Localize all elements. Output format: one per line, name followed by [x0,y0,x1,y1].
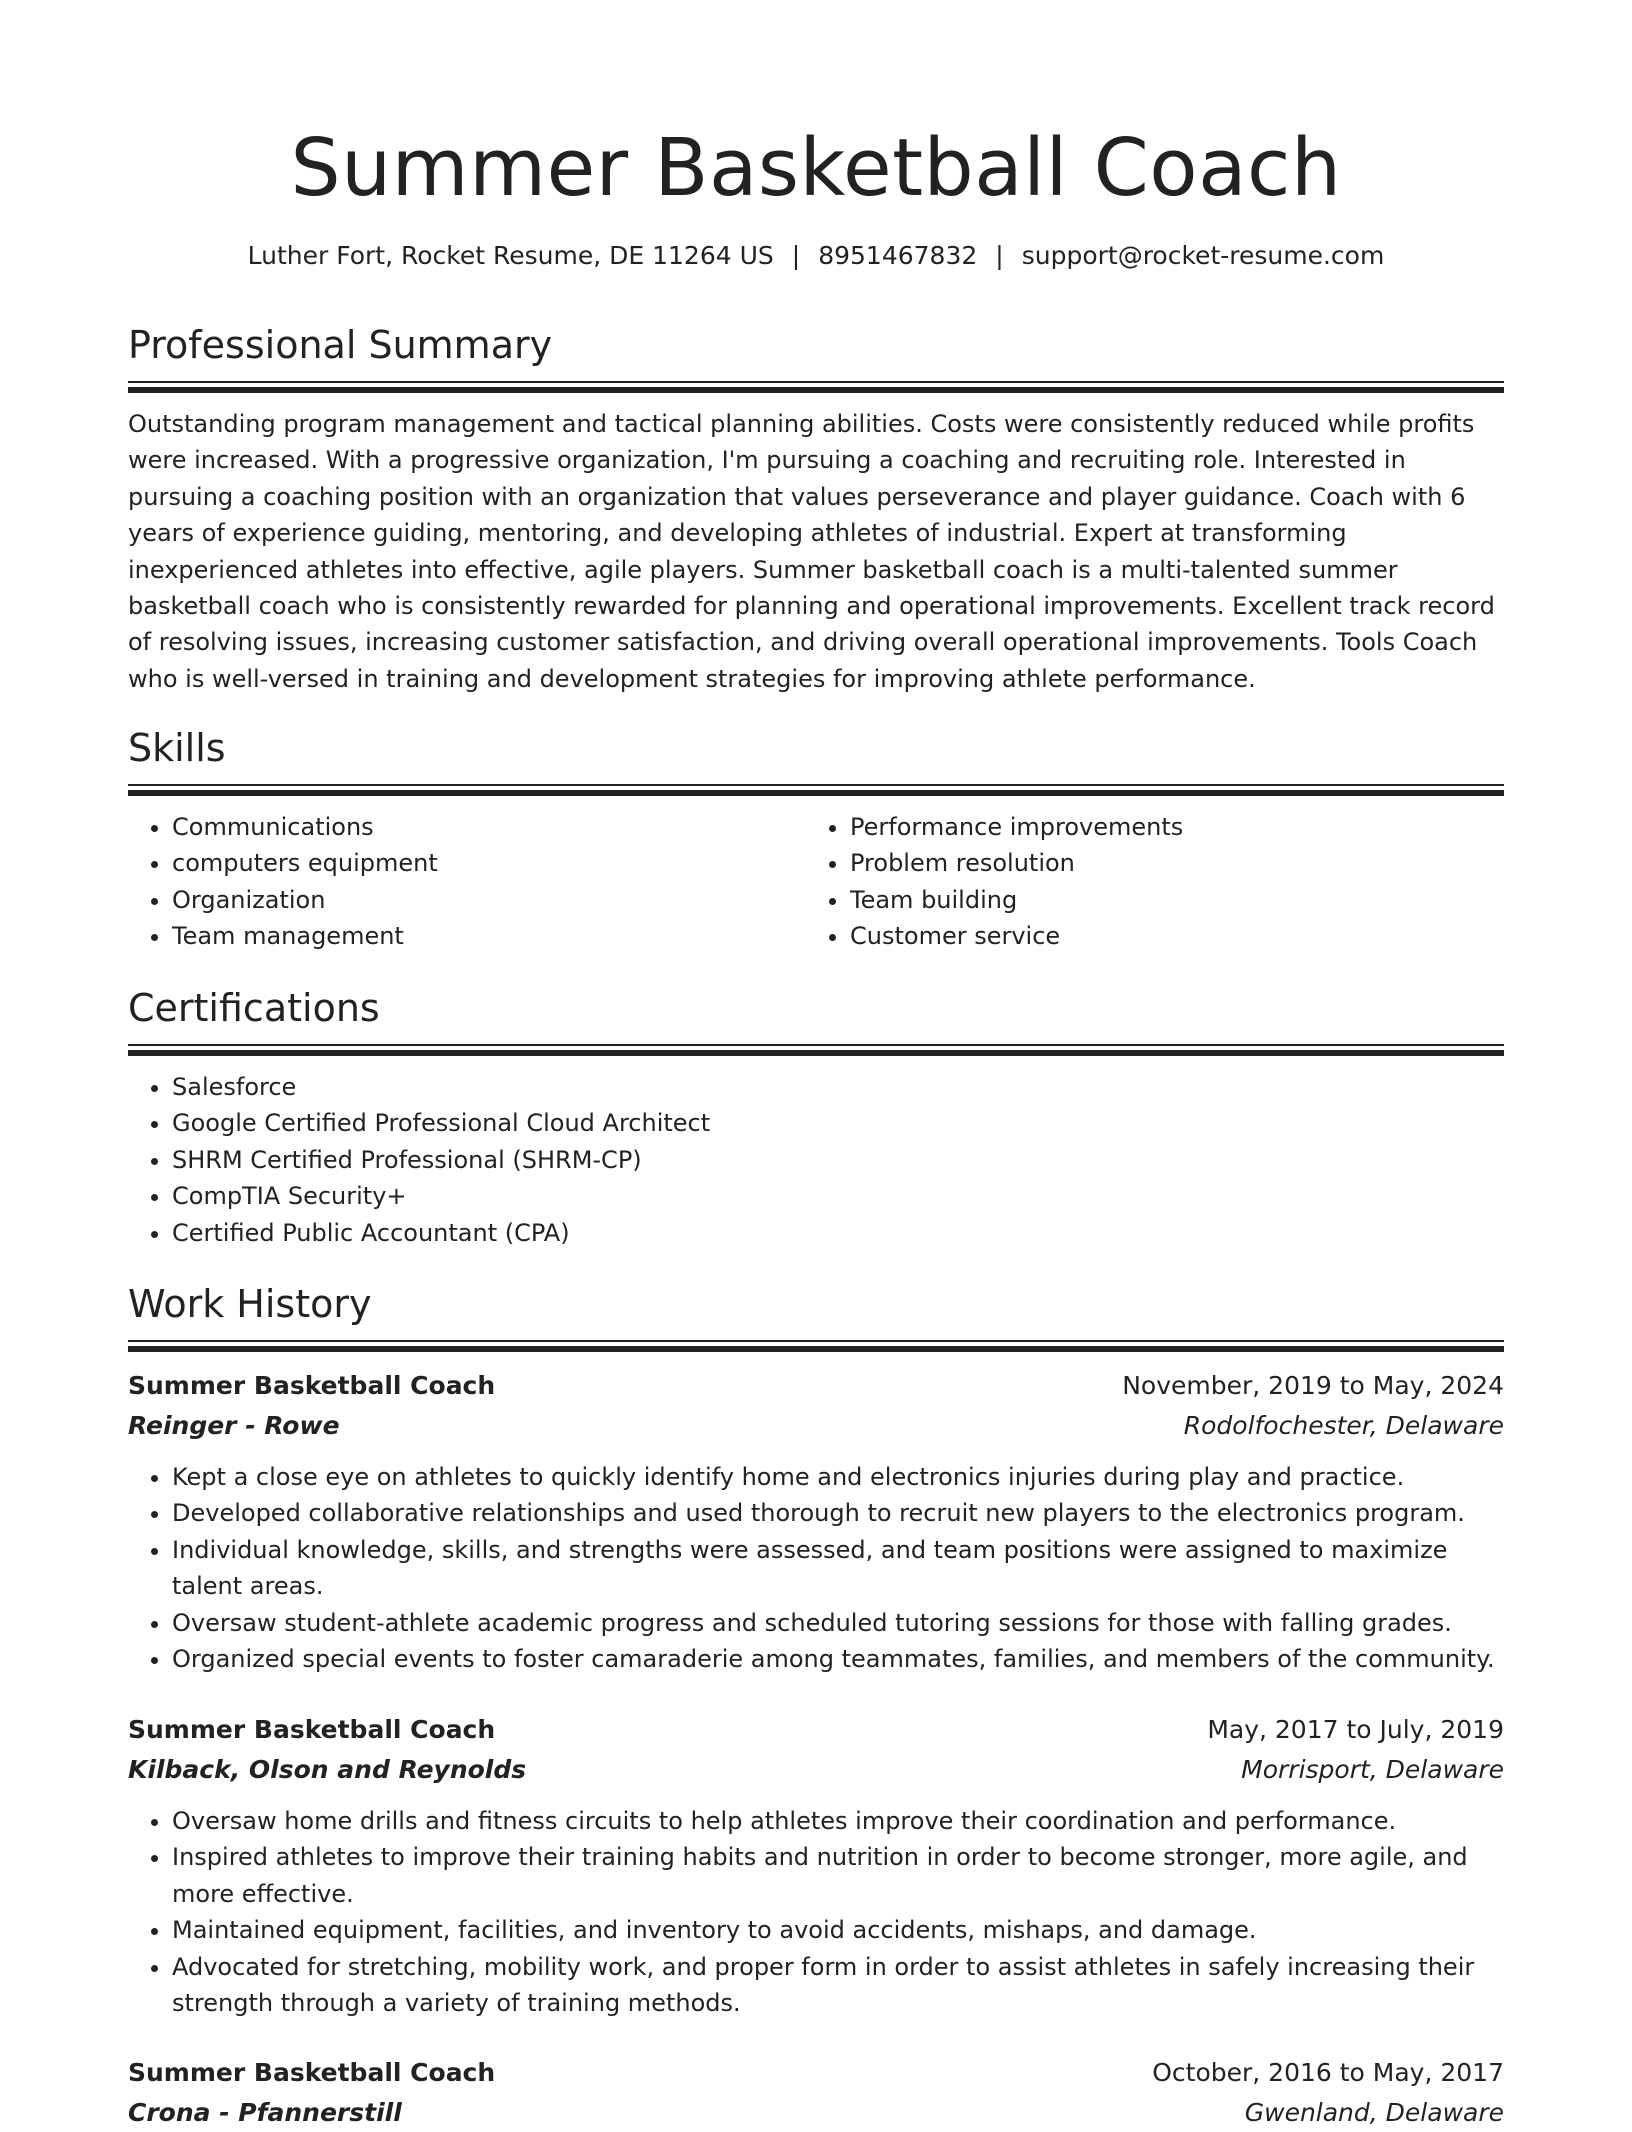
section-divider [128,1044,1504,1056]
skill-item: • Team management [172,918,808,954]
job-bullet: • Oversaw home drills and fitness circuits to help athletes improve their coordination and performance. [172,1803,1504,1839]
summary-text: Outstanding program management and tactical planning abilities. Costs were consistently reduced while profits were increased. With a progressive organization, I'm pursuing a coaching and recruiting role. Interested in pursuing a coaching position with an organization that values perseverance and player guidance. Coach with 6 years of experience guiding, mentoring, and developing athletes of industrial. Expert at transforming inexperienced athletes into effective, agile players. Summer basketball coach is a multi-talented summer basketball coach who is consistently rewarded for planning and operational improvements. Excellent track record of resolving issues, increasing customer satisfaction, and driving overall operational improvements. Tools Coach who is well-versed in training and development strategies for improving athlete performance. [128,410,1495,693]
skill-item: • Customer service [850,918,1486,954]
section-divider [128,381,1504,393]
certification-item: • SHRM Certified Professional (SHRM-CP) [172,1142,1504,1178]
job-bullet: • Organized special events to foster camaraderie among teammates, families, and members of the community. [172,1641,1504,1677]
certification-item: • Google Certified Professional Cloud Architect [172,1105,1504,1141]
job-entry [128,1367,1504,1677]
summary-section-header [128,321,1504,393]
job-title: Summer Basketball Coach [128,1371,496,1400]
contact-email: support@rocket-resume.com [1021,241,1385,270]
job-location: Gwenland, Delaware [1244,2098,1504,2127]
job-dates: May, 2017 to July, 2019 [1207,1715,1504,1744]
job-bullet: • Oversaw student-athlete academic progress and scheduled tutoring sessions for those with falling grades. [172,1605,1504,1641]
contact-separator: | [995,241,1004,270]
skills-column-left [128,809,808,955]
skills-column-right [806,809,1486,955]
job-location: Morrisport, Delaware [1241,1755,1504,1784]
summary-heading: Professional Summary [128,323,553,367]
contact-address: Luther Fort, Rocket Resume, DE 11264 US [247,241,774,270]
resume-title: Summer Basketball Coach [290,122,1342,214]
skill-item: • Communications [172,809,808,845]
job-bullet: • Kept a close eye on athletes to quickly identify home and electronics injuries during play and practice. [172,1459,1504,1495]
certification-item: • Certified Public Accountant (CPA) [172,1215,1504,1251]
skill-item: • computers equipment [172,845,808,881]
job-company: Kilback, Olson and Reynolds [128,1755,527,1784]
certification-item: • CompTIA Security+ [172,1178,1504,1214]
job-dates: October, 2016 to May, 2017 [1152,2058,1504,2087]
contact-separator: | [791,241,801,270]
job-bullet: • Maintained equipment, facilities, and inventory to avoid accidents, mishaps, and damage. [172,1912,1504,1948]
certification-item: • Salesforce [172,1069,1504,1105]
skills-section-header [128,724,1504,796]
work-heading: Work History [128,1282,372,1326]
section-divider [128,784,1504,796]
job-title: Summer Basketball Coach [128,1715,496,1744]
skill-item: • Organization [172,882,808,918]
job-company: Reinger - Rowe [128,1411,340,1440]
certifications-heading: Certifications [128,986,380,1030]
job-dates: November, 2019 to May, 2024 [1122,1371,1504,1400]
job-entry [128,2054,1504,2132]
skills-heading: Skills [128,726,226,770]
job-bullet: • Inspired athletes to improve their training habits and nutrition in order to become stronger, more agile, and more effective. [172,1839,1504,1912]
skill-item: • Problem resolution [850,845,1486,881]
skill-item: • Performance improvements [850,809,1486,845]
job-title: Summer Basketball Coach [128,2058,496,2087]
job-bullet: • Developed collaborative relationships and used thorough to recruit new players to the electronics program. [172,1495,1504,1531]
job-location: Rodolfochester, Delaware [1183,1411,1504,1440]
certifications-section-header [128,984,1504,1056]
work-section-header [128,1280,1504,1352]
job-bullet: • Individual knowledge, skills, and strengths were assessed, and team positions were assigned to maximize talent areas. [172,1532,1504,1605]
section-divider [128,1340,1504,1352]
skill-item: • Team building [850,882,1486,918]
certifications-list [128,1069,1504,1251]
job-bullet: • Advocated for stretching, mobility work, and proper form in order to assist athletes in safely increasing their strength through a variety of training methods. [172,1949,1504,2022]
job-entry [128,1711,1504,2021]
job-bullets [128,1459,1504,1677]
job-bullets [128,1803,1504,2021]
job-company: Crona - Pfannerstill [128,2098,402,2127]
contact-line [128,238,1504,274]
contact-phone: 8951467832 [818,241,978,270]
